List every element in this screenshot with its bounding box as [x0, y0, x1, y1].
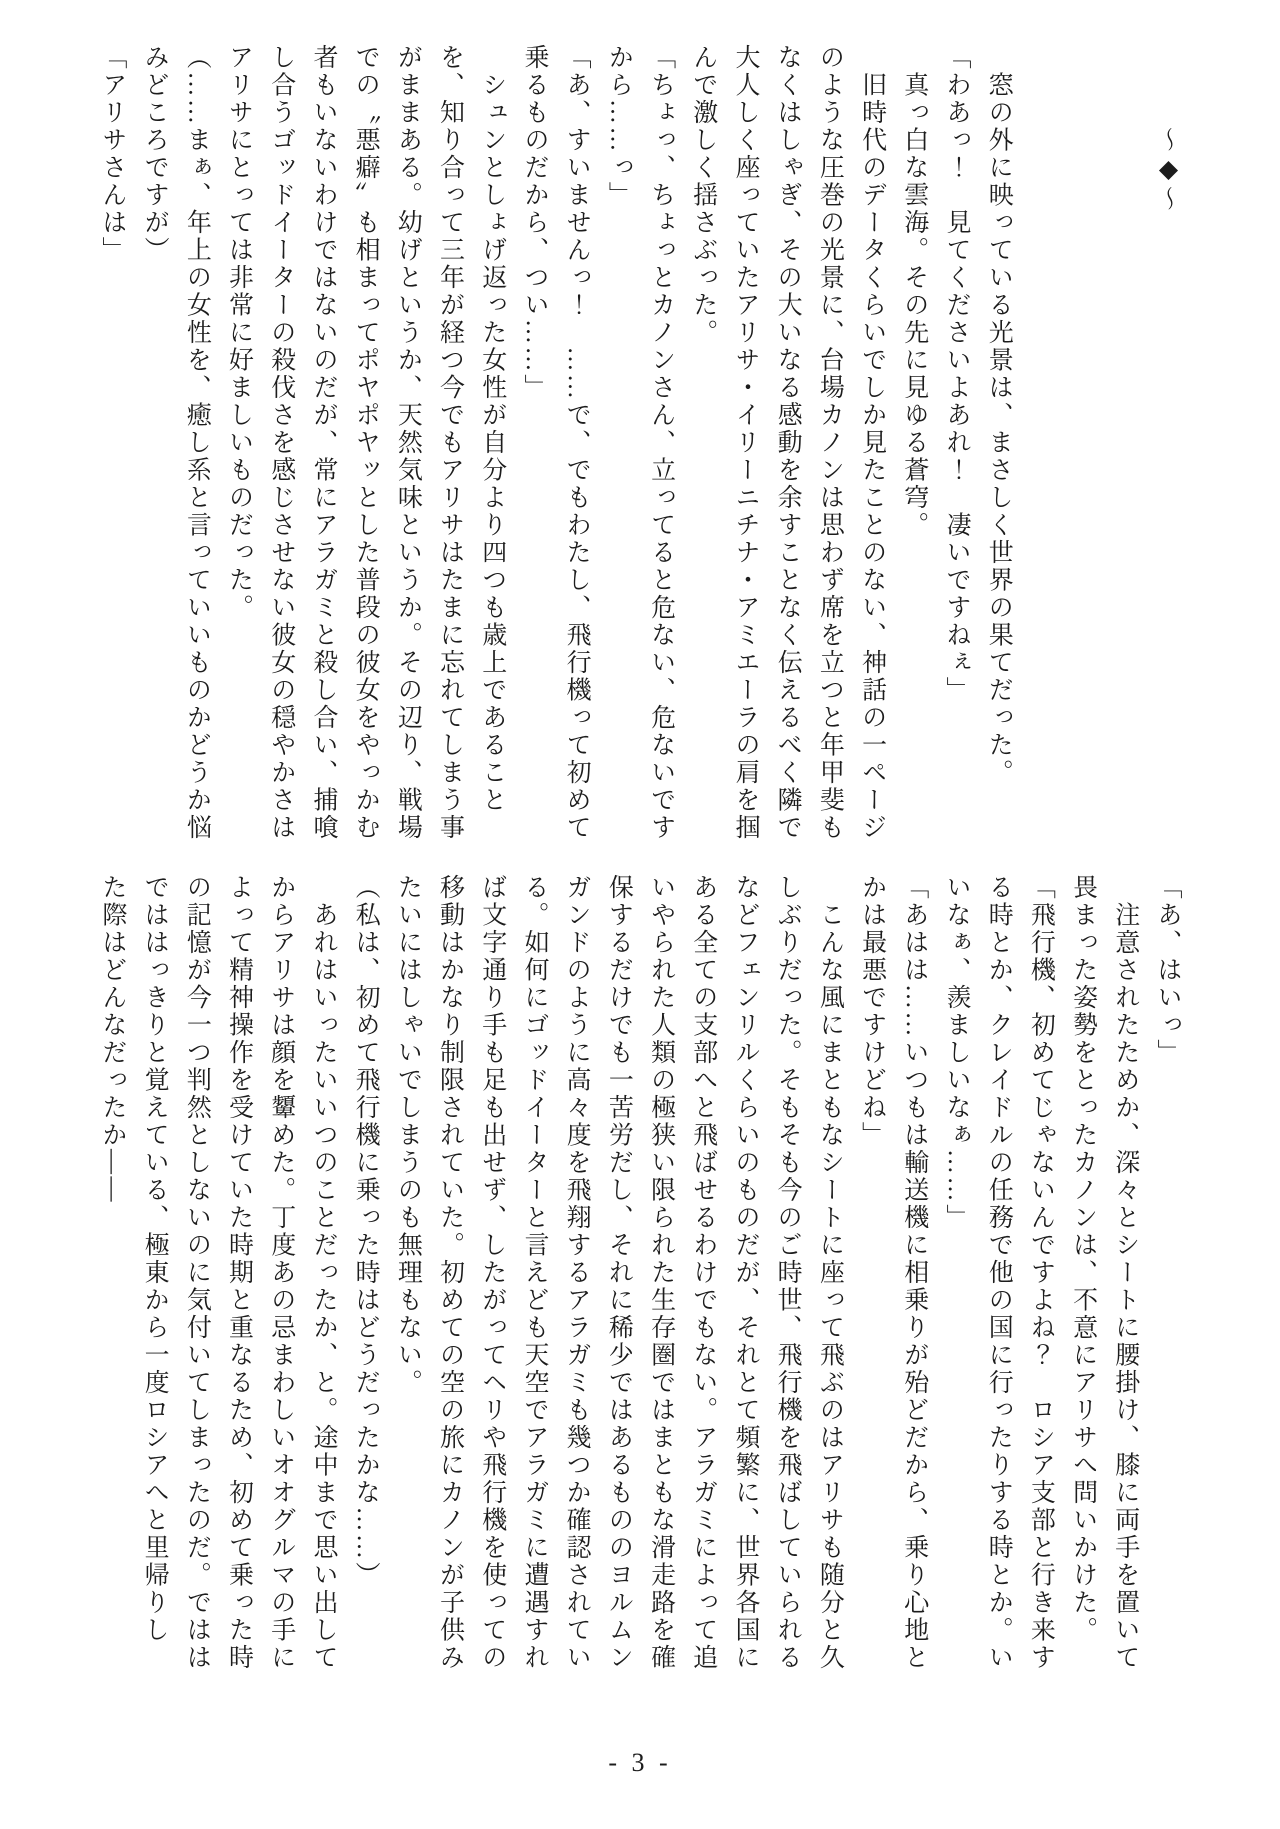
text-line: し合うゴッドイーターの殺伐さを感じさせない彼女の穏やかさは: [267, 44, 295, 842]
text-line: から……っ」: [605, 44, 633, 209]
text-line: いやられた人類の極狭い限られた生存圏ではまともな滑走路を確: [647, 874, 675, 1672]
text-line: よって精神操作を受けていた時期と重なるため、初めて乗った時: [225, 874, 253, 1672]
text-line: 「あ、すいませんっ！ ……で、でもわたし、飛行機って初めて: [563, 44, 591, 842]
text-line: 真っ白な雲海。その先に見ゆる蒼穹。: [900, 44, 928, 539]
text-line: （……まぁ、年上の女性を、癒し系と言っていいものかどうか悩: [183, 44, 211, 842]
text-line: 「飛行機、初めてじゃないんですよね？ ロシア支部と行き来す: [1027, 874, 1055, 1672]
text-line: あれはいったいいつのことだったか、と。途中まで思い出して: [309, 874, 337, 1672]
text-line: シュンとしょげ返った女性が自分より四つも歳上であること: [478, 44, 506, 814]
text-line: を、知り合って三年が経つ今でもアリサはたまに忘れてしまう事: [436, 44, 464, 842]
text-line: 「わあっ！ 見てくださいよあれ！ 凄いですねぇ」: [942, 44, 970, 704]
text-line: 注意されたためか、深々とシートに腰掛け、膝に両手を置いて: [1111, 874, 1139, 1672]
text-line: 「アリサさんは」: [98, 44, 126, 264]
text-line: のような圧巻の光景に、台場カノンは思わず席を立つと年甲斐も: [816, 44, 844, 842]
text-line: （私は、初めて飛行機に乗った時はどうだったかな……）: [352, 874, 380, 1589]
page-number: - 3 -: [608, 1748, 672, 1777]
top-text-block: [91, 44, 1188, 846]
text-line: 大人しく座っていたアリサ・イリーニチナ・アミエーラの肩を掴: [731, 44, 759, 842]
text-line: みどころですが）: [141, 44, 169, 264]
text-line: 旧時代のデータくらいでしか見たことのない、神話の一ページ: [858, 44, 886, 842]
text-line: などフェンリルくらいのものだが、それとて頻繁に、世界各国に: [731, 874, 759, 1672]
text-line: かは最悪ですけどね」: [858, 874, 886, 1149]
text-line: ある全ての支部へと飛ばせるわけでもない。アラガミによって追: [689, 874, 717, 1672]
text-line: んで激しく揺さぶった。: [689, 44, 717, 347]
text-line: [1019, 44, 1061, 846]
text-line: 者もいないわけではないのだが、常にアラガミと殺し合い、捕喰: [309, 44, 337, 842]
text-line: ガンドのように高々度を飛翔するアラガミも幾つか確認されてい: [563, 874, 591, 1672]
bottom-text-block: [91, 874, 1188, 1676]
text-line: たいにはしゃいでしまうのも無理もない。: [394, 874, 422, 1397]
text-line: 移動はかなり制限されていた。初めての空の旅にカノンが子供み: [436, 874, 464, 1672]
text-line: 畏まった姿勢をとったカノンは、不意にアリサへ問いかけた。: [1069, 874, 1097, 1644]
text-line: しぶりだった。そもそも今のご時世、飛行機を飛ばしていられる: [774, 874, 802, 1672]
text-line: [1104, 44, 1146, 846]
section-divider: ～◆～: [1154, 44, 1181, 213]
text-line: がままある。幼げというか、天然気味というか。その辺り、戦場: [394, 44, 422, 842]
text-line: [1061, 44, 1103, 846]
text-line: 保するだけでも一苦労だし、それに稀少ではあるもののヨルムン: [605, 874, 633, 1672]
text-line: ば文字通り手も足も出せず、したがってヘリや飛行機を使っての: [478, 874, 506, 1672]
text-line: 窓の外に映っている光景は、まさしく世界の果てだった。: [985, 44, 1013, 787]
text-line: なくはしゃぎ、その大いなる感動を余すことなく伝えるべく隣で: [774, 44, 802, 842]
text-line: いなぁ、羨ましいなぁ……」: [942, 874, 970, 1232]
text-line: 「あ、はいっ」: [1154, 874, 1181, 1067]
text-line: る。如何にゴッドイーターと言えども天空でアラガミに遭遇すれ: [520, 874, 548, 1672]
text-line: 乗るものだから、つい……」: [520, 44, 548, 402]
text-line: でははっきりと覚えている、極東から一度ロシアへと里帰りし: [141, 874, 169, 1644]
text-line: での〝悪癖〟も相まってポヤポヤッとした普段の彼女をやっかむ: [352, 44, 380, 842]
text-line: こんな風にまともなシートに座って飛ぶのはアリサも随分と久: [816, 874, 844, 1672]
text-line: 「ちょっ、ちょっとカノンさん、立ってると危ない、危ないです: [647, 44, 675, 842]
text-line: る時とか、クレイドルの任務で他の国に行ったりする時とか。い: [985, 874, 1013, 1672]
text-line: た際はどんなだったか――: [98, 874, 126, 1204]
text-line: アリサにとっては非常に好ましいものだった。: [225, 44, 253, 622]
text-line: の記憶が今一つ判然としないのに気付いてしまったのだ。ではは: [183, 874, 211, 1672]
text-line: からアリサは顔を顰めた。丁度あの忌まわしいオオグルマの手に: [267, 874, 295, 1672]
text-line: 「あはは……いつもは輸送機に相乗りが殆どだから、乗り心地と: [900, 874, 928, 1672]
